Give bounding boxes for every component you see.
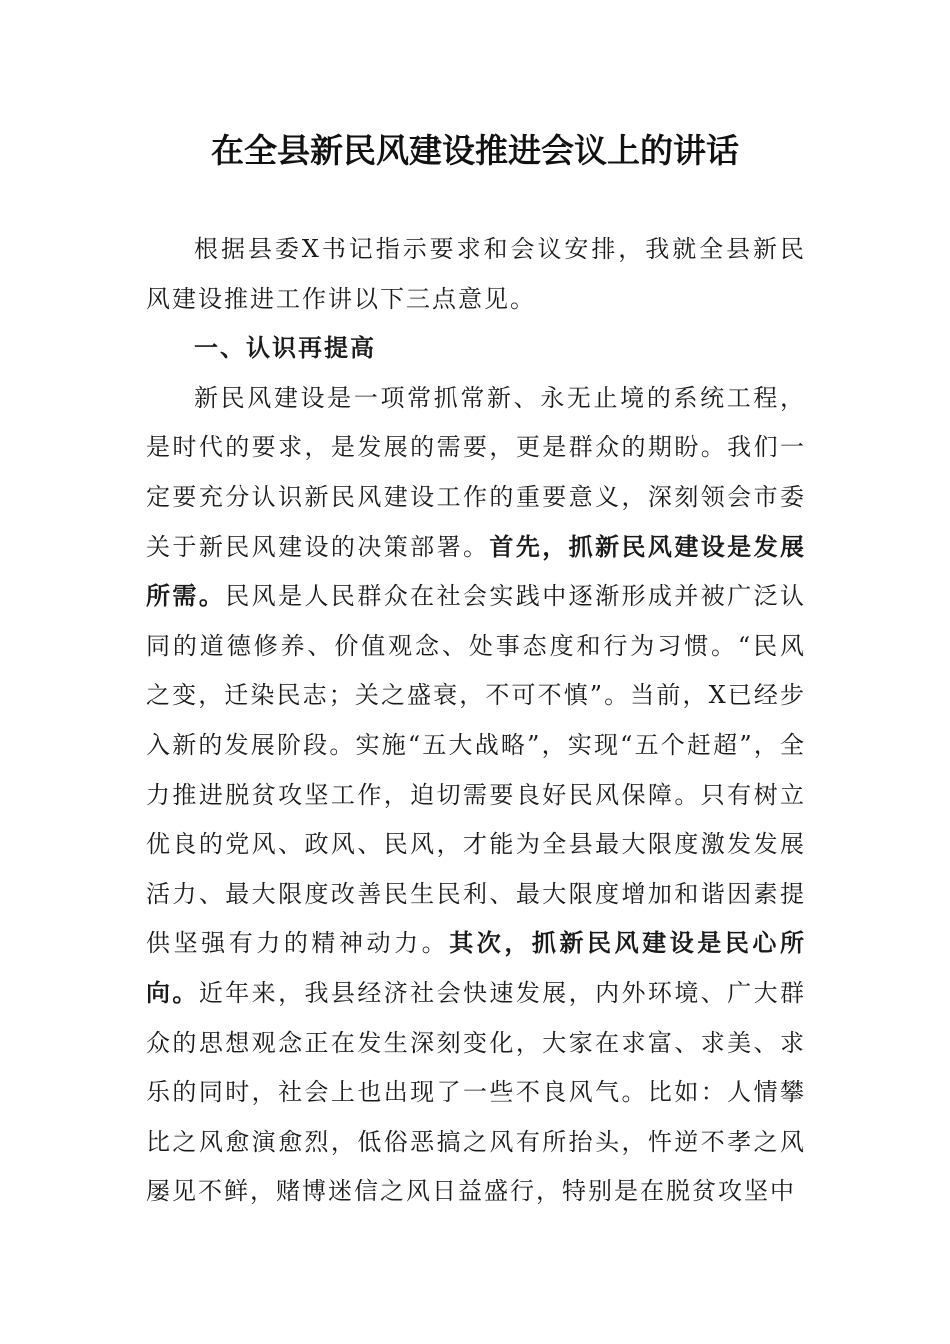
- bold-point-second: 其次，抓新民风建设是民心所向。: [146, 929, 807, 1007]
- paragraph-text: 民风是人民群众在社会实践中逐渐形成并被广泛认同的道德修养、价值观念、处事态度和行为习惯。“民风之变，迁染民志；关之盛衰，不可不慎”。当前，X已经步入新的发展阶段。实施“五大战略”，实现“五个赶超”，全力推进脱贫攻坚工作，迫切需要良好民风保障。只有树立优良的党风、政风、民风，才能为全县最大限度激发发展活力、最大限度改善民生民利、最大限度增加和谐因素提供坚强有力的精神动力。: [146, 582, 806, 958]
- paragraph-text: 新民风建设是一项常抓常新、永无止境的系统工程，是时代的要求，是发展的需要，更是群众的期盼。我们一定要充分认识新民风建设工作的重要意义，深刻领会市委关于新民风建设的决策部署。: [146, 383, 806, 561]
- paragraph-text: 近年来，我县经济社会快速发展，内外环境、广大群众的思想观念正在发生深刻变化，大家在求富、求美、求乐的同时，社会上也出现了一些不良风气。比如：人情攀比之风愈演愈烈，低俗恶搞之风有所抬头，忤逆不孝之风屡见不鲜，赌博迷信之风日益盛行，特别是在脱贫攻坚中: [146, 978, 807, 1206]
- section-paragraph: [146, 374, 806, 1217]
- section-heading: 一、认识再提高: [194, 334, 376, 363]
- bold-point-first: 首先，抓新民风建设是发展所需。: [146, 532, 807, 611]
- document-body: [146, 225, 806, 1217]
- intro-paragraph: 根据县委X书记指示要求和会议安排，我就全县新民风建设推进工作讲以下三点意见。: [146, 235, 806, 313]
- document-title: 在全县新民风建设推进会议上的讲话: [211, 131, 739, 170]
